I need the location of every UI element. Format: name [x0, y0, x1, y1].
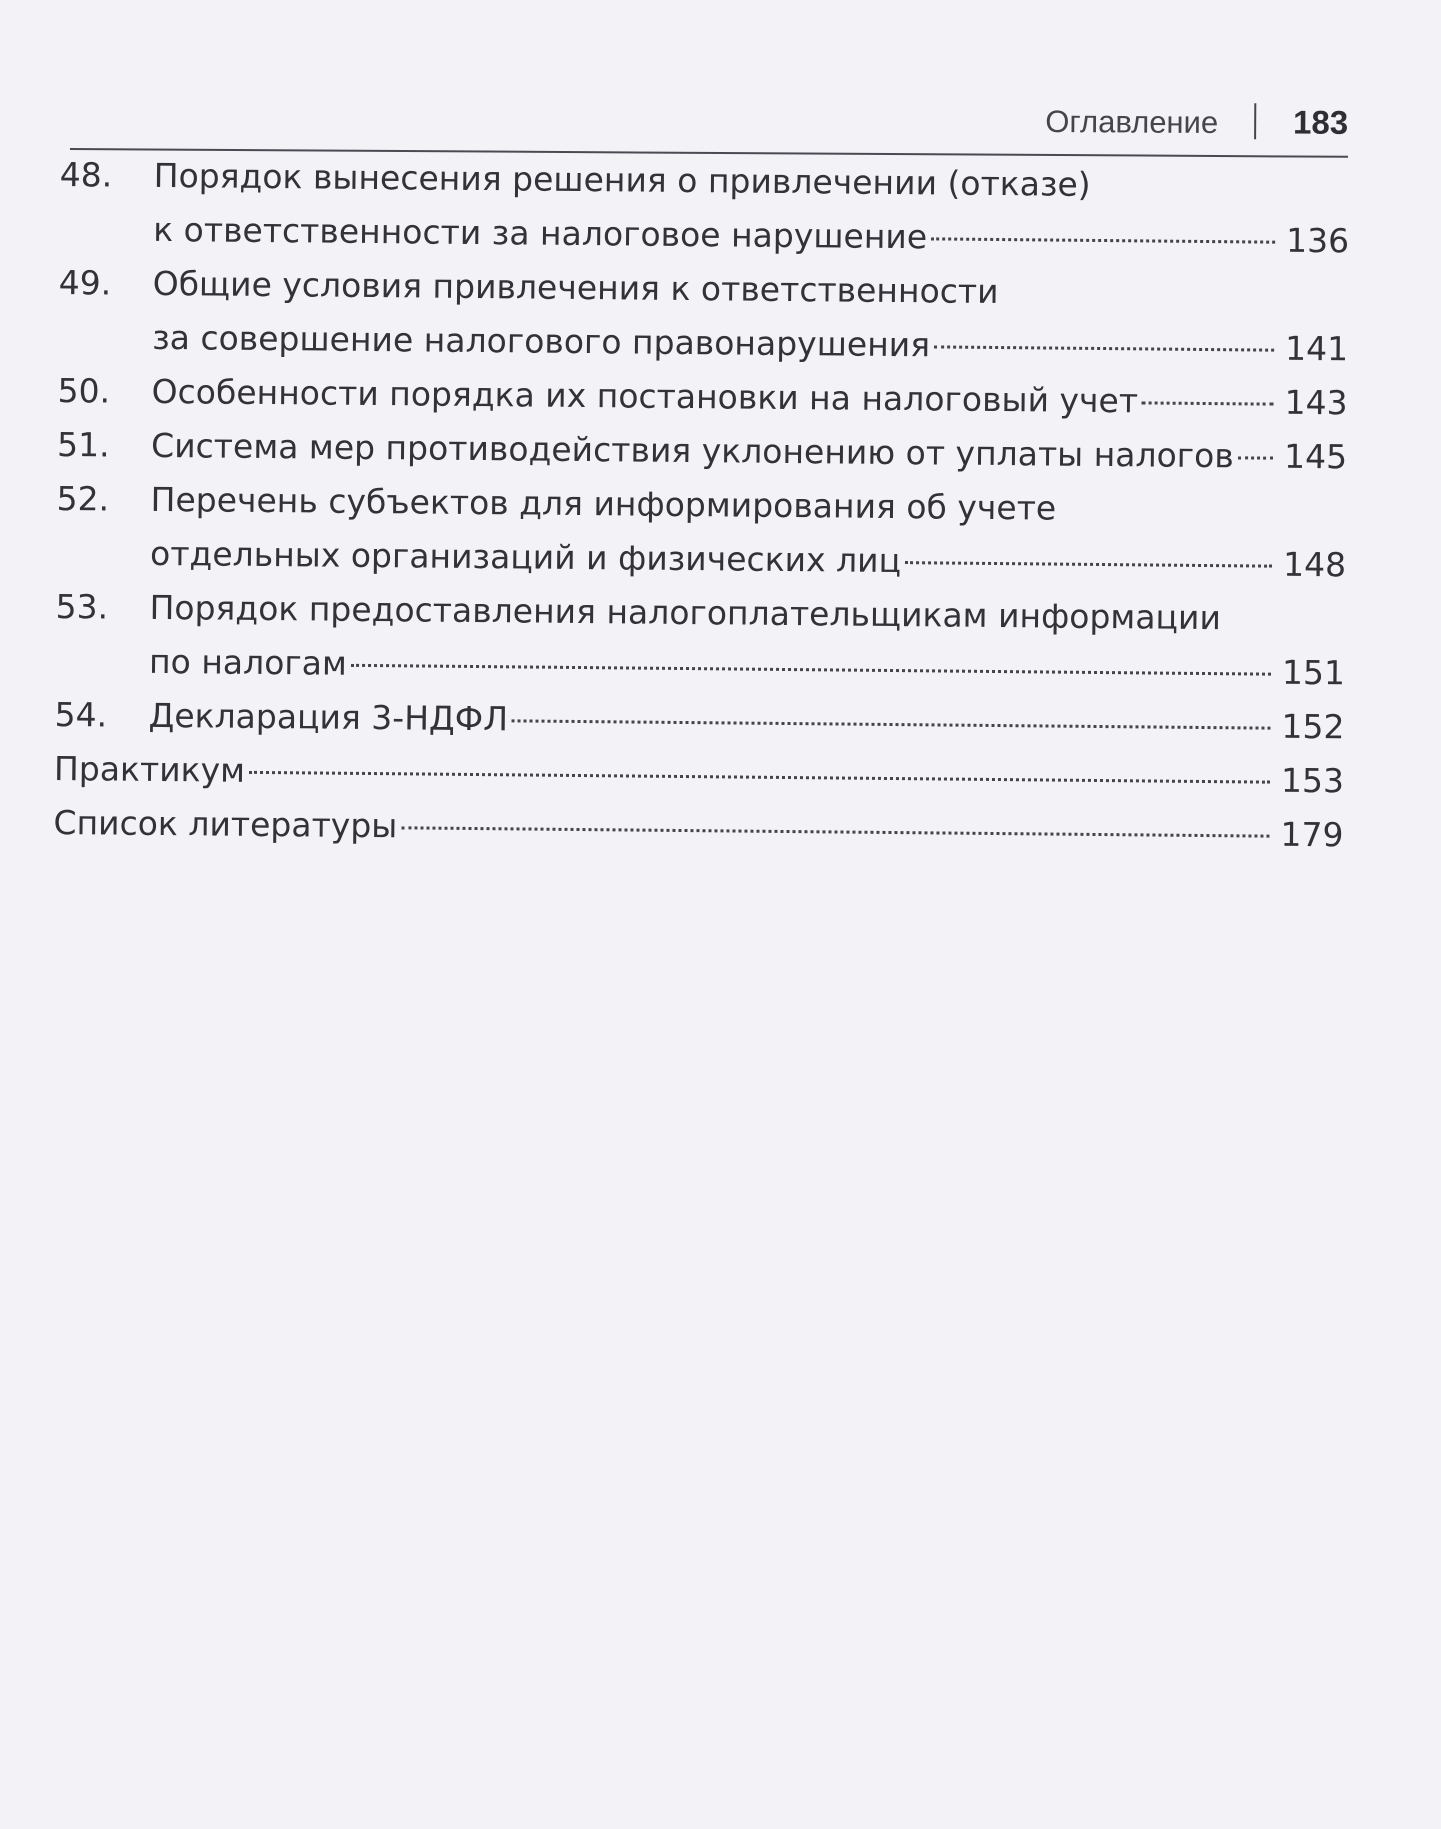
- toc-leader-dots: [934, 345, 1274, 351]
- header-separator: [1254, 103, 1256, 139]
- toc-entry-page: 143: [1284, 382, 1348, 423]
- toc-entry-52[interactable]: [56, 472, 1347, 592]
- toc-entry-49[interactable]: [58, 256, 1349, 376]
- toc-entry-title: Декларация 3-НДФЛ: [148, 695, 509, 739]
- toc-entry-title: Практикум: [53, 748, 246, 790]
- header-section-title: Оглавление: [1045, 103, 1219, 141]
- toc-entry-page: 153: [1280, 760, 1345, 801]
- toc-leader-dots: [401, 826, 1269, 837]
- running-header: [70, 88, 1348, 158]
- toc-entry-page: 136: [1285, 220, 1350, 261]
- header-page-number: 183: [1293, 103, 1349, 141]
- toc-entry-number: 51.: [56, 424, 110, 465]
- toc-entry-number: 53.: [55, 586, 109, 627]
- toc-entry-number: 54.: [54, 694, 108, 735]
- toc-entry-title: Система мер противодействия уклонению от уплаты налогов: [150, 425, 1234, 476]
- toc-entry-bibliography[interactable]: [53, 796, 1343, 862]
- toc-entry-title-line2: по налогам: [148, 641, 348, 683]
- toc-entry-number: 49.: [58, 262, 112, 303]
- toc-leader-dots: [931, 237, 1275, 243]
- toc-entry-title-line2: за совершение налогового правонарушения: [151, 317, 931, 365]
- toc-entry-title-line1: Порядок предоставления налогоплательщикам информации: [149, 587, 1222, 638]
- toc-entry-page: 145: [1283, 436, 1348, 477]
- toc-entry-page: 179: [1280, 814, 1344, 855]
- toc-entry-title: Список литературы: [53, 802, 398, 846]
- toc-entry-title-line1: Порядок вынесения решения о привлечении (отказе): [153, 155, 1091, 204]
- toc-entry-page: 148: [1282, 544, 1347, 585]
- toc-leader-dots: [512, 719, 1271, 729]
- toc-leader-dots: [905, 561, 1272, 568]
- toc-entry-number: 50.: [57, 370, 111, 411]
- toc-entry-53[interactable]: [55, 580, 1346, 700]
- toc-leader-dots: [1238, 456, 1273, 459]
- toc-entry-page: 151: [1281, 652, 1346, 693]
- table-of-contents: [53, 148, 1350, 862]
- toc-entry-title-line2: отдельных организаций и физических лиц: [149, 533, 902, 581]
- toc-entry-title-line1: Перечень субъектов для информирования об учете: [150, 479, 1057, 528]
- toc-entry-title-line2: к ответственности за налоговое нарушение: [153, 209, 928, 257]
- toc-leader-dots: [351, 664, 1271, 676]
- toc-entry-title-line1: Общие условия привлечения к ответственности: [152, 263, 999, 312]
- toc-leader-dots: [249, 771, 1270, 784]
- toc-entry-number: 48.: [59, 154, 113, 195]
- toc-entry-page: 152: [1281, 706, 1345, 747]
- toc-entry-title: Особенности порядка их постановки на налоговый учет: [151, 371, 1139, 421]
- toc-entry-48[interactable]: [59, 148, 1350, 268]
- toc-entry-number: 52.: [56, 478, 110, 519]
- toc-entry-page: 141: [1284, 328, 1349, 369]
- toc-leader-dots: [1142, 401, 1274, 405]
